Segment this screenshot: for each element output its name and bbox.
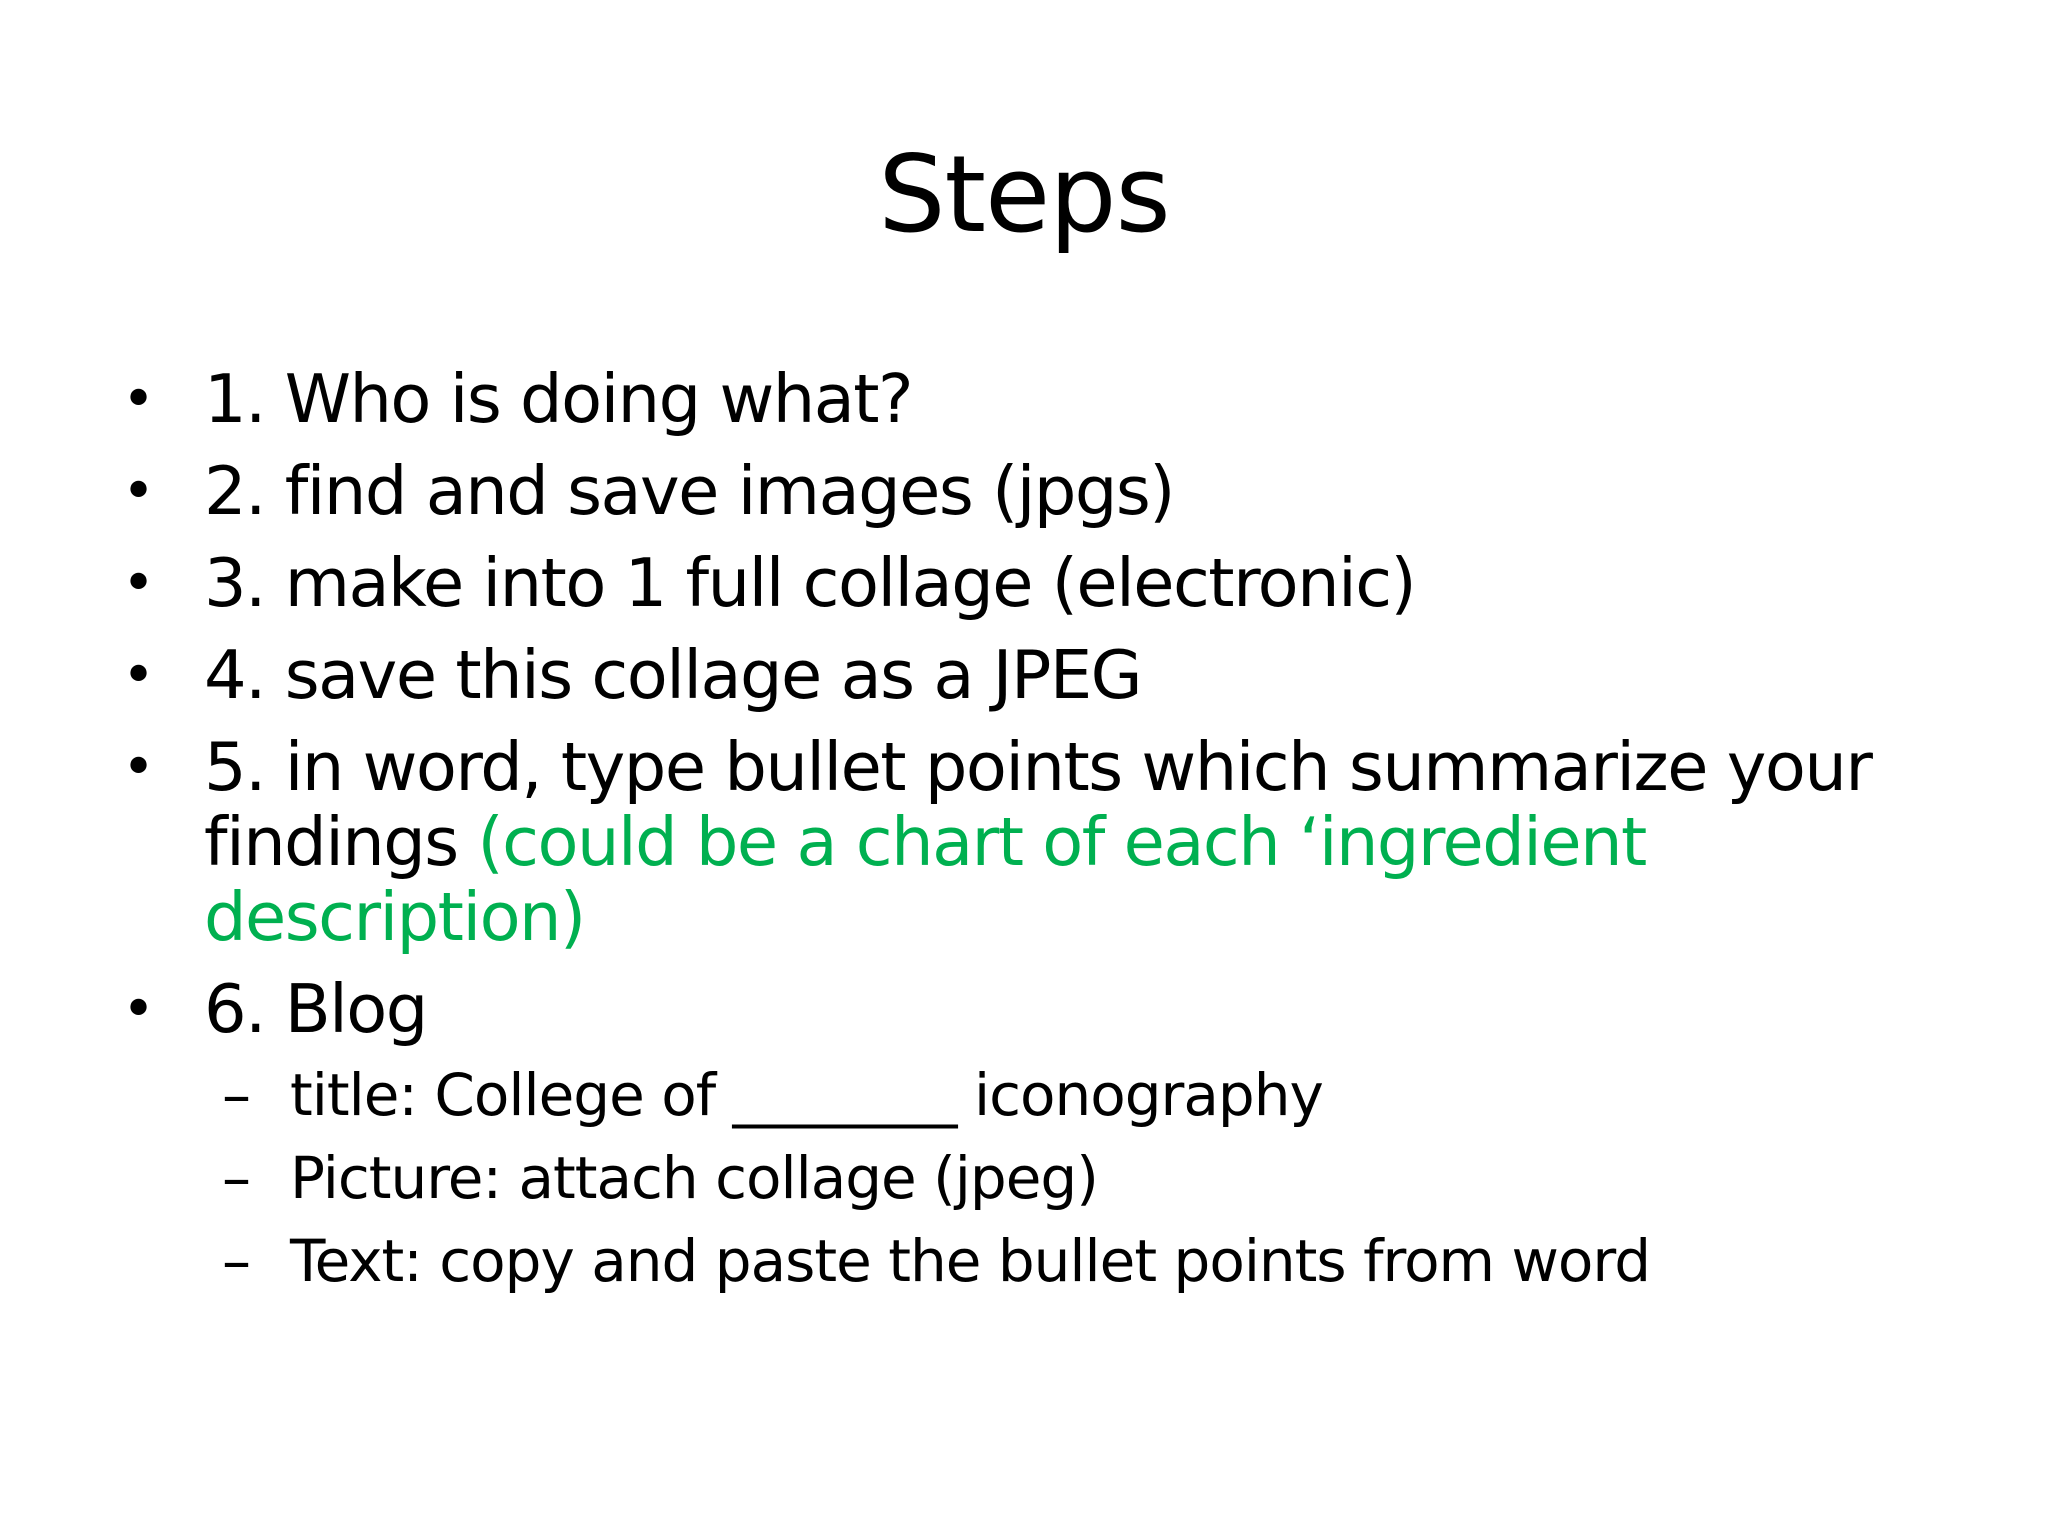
bullet-note: (could be a chart of each ‘ingredient description): [204, 803, 1646, 956]
dash-bullet-icon: –: [222, 1061, 250, 1129]
slide-title: Steps: [878, 133, 1170, 256]
bullet-text: 6. Blog: [204, 970, 427, 1048]
bullet-item-2: [122, 454, 1922, 529]
sub-bullet-text: Text: copy and paste the bullet points from word: [290, 1227, 1651, 1295]
bullet-dot-icon: •: [122, 735, 154, 800]
bullet-text: 2. find and save images (jpgs): [204, 452, 1174, 530]
bullet-content: [204, 730, 1934, 955]
bullet-item-3: [122, 546, 1922, 621]
dash-bullet-icon: –: [222, 1227, 250, 1295]
bullet-item-1: [122, 362, 1922, 437]
bullet-text: 4. save this collage as a JPEG: [204, 636, 1142, 714]
sub-bullet-text: Picture: attach collage (jpeg): [290, 1144, 1098, 1212]
bullet-dot-icon: •: [122, 367, 154, 432]
bullet-item-5: [122, 730, 1922, 955]
bullet-text: 5. in word, type bullet points which summarize your findings: [204, 728, 1872, 881]
bullet-dot-icon: •: [122, 643, 154, 708]
bullet-text: 3. make into 1 full collage (electronic): [204, 544, 1416, 622]
bullet-dot-icon: •: [122, 551, 154, 616]
dash-bullet-icon: –: [222, 1144, 250, 1212]
sub-bullet-item-3: [222, 1226, 1922, 1296]
sub-bullet-item-1: [222, 1060, 1922, 1130]
bullet-dot-icon: •: [122, 459, 154, 524]
bullet-item-6: [122, 972, 1922, 1047]
sub-bullet-item-2: [222, 1143, 1922, 1213]
sub-bullet-text: title: College of ________ iconography: [290, 1061, 1323, 1129]
bullet-dot-icon: •: [122, 977, 154, 1042]
bullet-text: 1. Who is doing what?: [204, 360, 913, 438]
bullet-item-4: [122, 638, 1922, 713]
bullet-list: [122, 362, 1922, 1064]
sub-bullet-list: [222, 1060, 1922, 1309]
